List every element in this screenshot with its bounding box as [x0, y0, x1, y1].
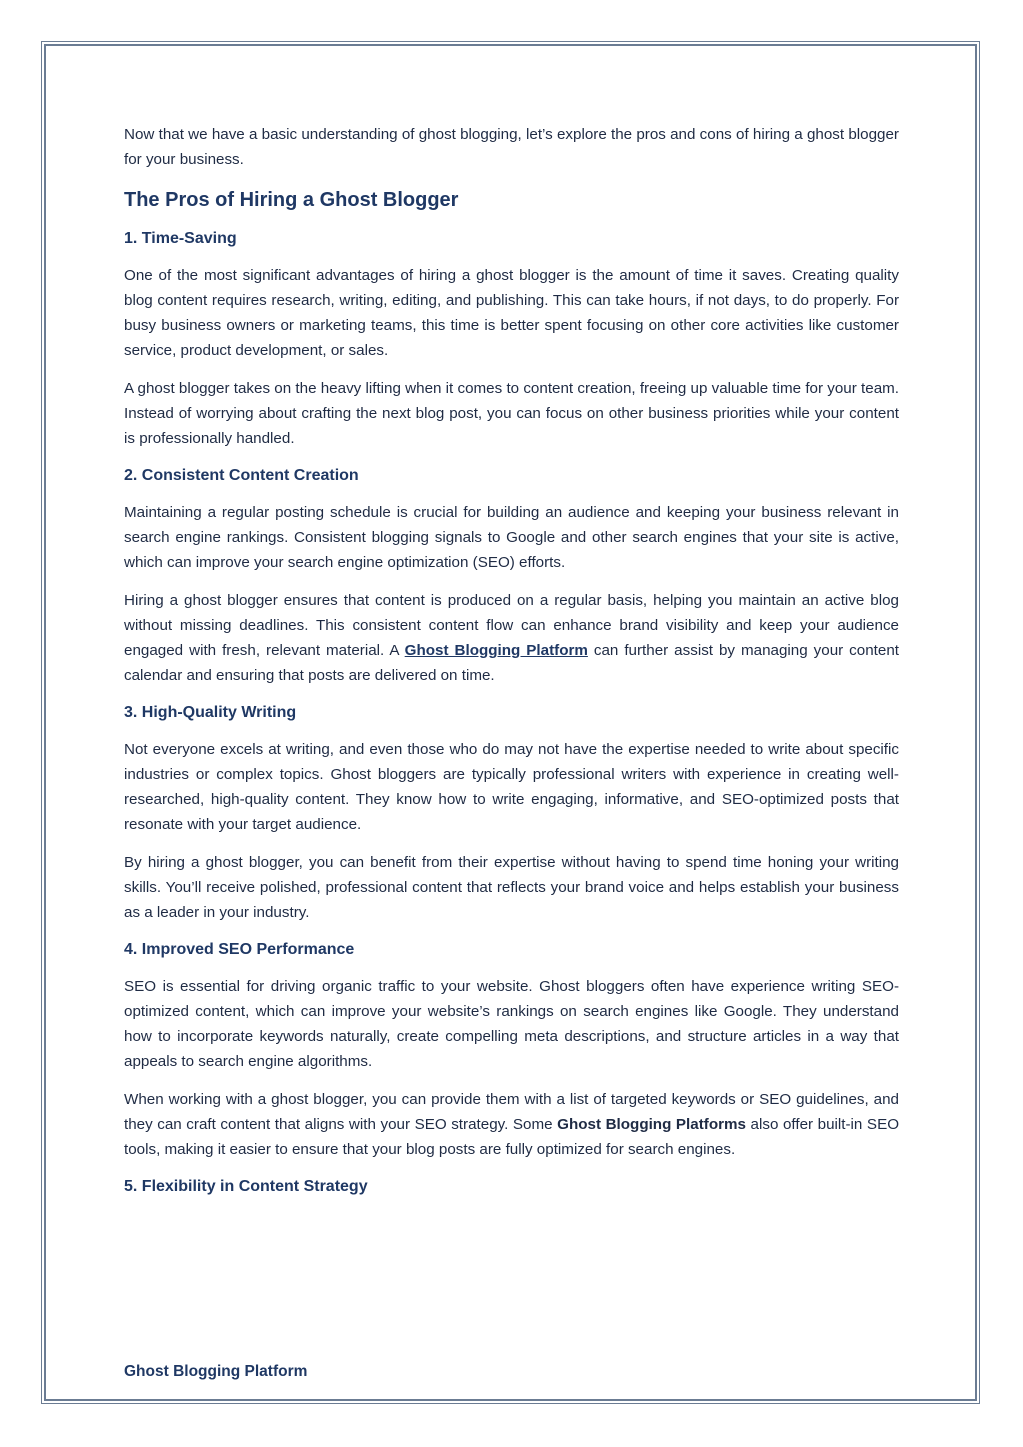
page-footer: Ghost Blogging Platform [124, 1363, 308, 1380]
section-heading-consistent-content: 2. Consistent Content Creation [124, 467, 359, 484]
paragraph-with-bold [124, 1087, 899, 1162]
text-span: When working with a ghost blogger, you can provide them with a list of targeted keywords or SEO guidelines, and they can craft content that aligns with your SEO strategy. Some [124, 1091, 899, 1133]
section-heading-seo-performance: 4. Improved SEO Performance [124, 941, 355, 958]
bold-term: Ghost Blogging Platforms [557, 1116, 746, 1133]
intro-paragraph: Now that we have a basic understanding of ghost blogging, let’s explore the pros and cons of hiring a ghost blogger for your business. [124, 126, 899, 168]
section-heading-time-saving: 1. Time-Saving [124, 230, 237, 247]
ghost-blogging-platform-link[interactable]: Ghost Blogging Platform [404, 642, 588, 659]
paragraph-with-link [124, 588, 899, 688]
paragraph: SEO is essential for driving organic traffic to your website. Ghost bloggers often have experience writing SEO-optimized content, which can improve your website’s rankings on search engines like Google. They understand how to incorporate keywords naturally, create compelling meta descriptions, and structure articles in a way that appeals to search engine algorithms. [124, 978, 899, 1070]
text-span: also offer built-in SEO tools, making it easier to ensure that your blog posts are fully optimized for search engines. [124, 1116, 900, 1158]
section-heading-high-quality-writing: 3. High-Quality Writing [124, 704, 297, 721]
paragraph: A ghost blogger takes on the heavy lifting when it comes to content creation, freeing up valuable time for your team. Instead of worrying about crafting the next blog post, you can focus on other business priorities while your content is professionally handled. [124, 380, 900, 447]
text-span: Hiring a ghost blogger ensures that content is produced on a regular basis, helping you maintain an active blog without missing deadlines. This consistent content flow can enhance brand visibility and keep your audience engaged with fresh, relevant material. A [124, 592, 899, 659]
section-heading-flexibility: 5. Flexibility in Content Strategy [124, 1178, 368, 1195]
main-heading: The Pros of Hiring a Ghost Blogger [124, 189, 459, 211]
document-body [124, 122, 899, 1211]
text-span: can further assist by managing your content calendar and ensuring that posts are delivered on time. [124, 642, 899, 684]
paragraph: One of the most significant advantages of hiring a ghost blogger is the amount of time it saves. Creating quality blog content requires research, writing, editing, and publishing. This can take hours, if not days, to do properly. For busy business owners or marketing teams, this time is better spent focusing on other core activities like customer service, product development, or sales. [124, 267, 899, 359]
paragraph: Not everyone excels at writing, and even those who do may not have the expertise needed to write about specific industries or complex topics. Ghost bloggers are typically professional writers with experience in creating well-researched, high-quality content. They know how to write engaging, informative, and SEO-optimized posts that resonate with your target audience. [124, 741, 899, 833]
paragraph: Maintaining a regular posting schedule is crucial for building an audience and keeping your business relevant in search engine rankings. Consistent blogging signals to Google and other search engines that your site is active, which can improve your search engine optimization (SEO) efforts. [124, 504, 899, 571]
paragraph: By hiring a ghost blogger, you can benefit from their expertise without having to spend time honing your writing skills. You’ll receive polished, professional content that reflects your brand voice and helps establish your business as a leader in your industry. [124, 854, 899, 921]
